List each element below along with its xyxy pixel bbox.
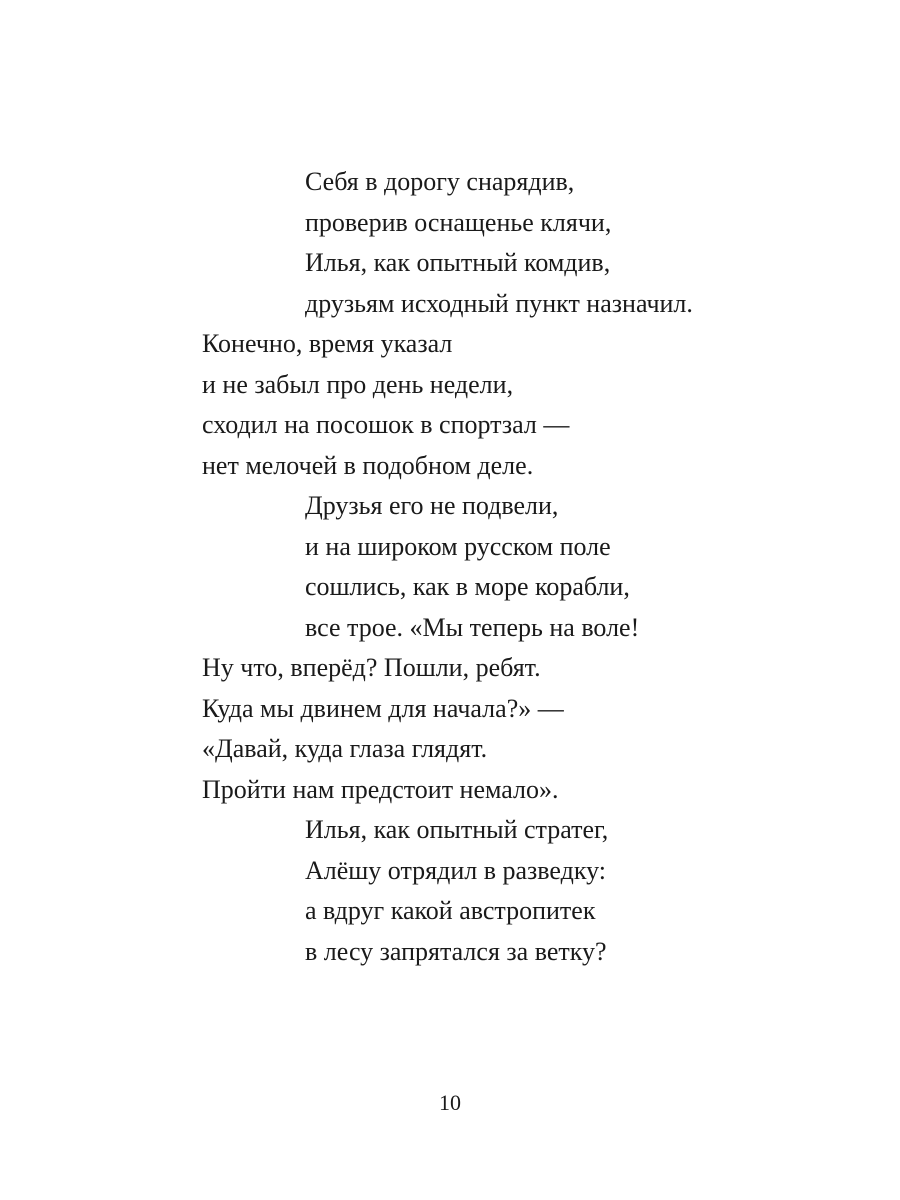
stanza-4 [202,648,842,810]
poem-line: Себя в дорогу снарядив, [305,167,575,196]
poem-line: Илья, как опытный комдив, [305,248,611,277]
poem [202,162,842,972]
poem-line: проверив оснащенье клячи, [305,207,612,237]
stanza-5 [202,810,842,972]
stanza-3 [202,486,842,648]
poem-line: все трое. «Мы теперь на воле! [305,612,640,642]
poem-line: Илья, как опытный стратег, [305,815,609,844]
poem-line: друзьям исходный пункт назначил. [305,288,693,318]
poem-line: а вдруг какой австропитек [305,896,596,925]
poem-line: Пройти нам предстоит немало». [202,774,559,804]
page-number: 10 [439,1090,461,1115]
poem-line: и на широком русском поле [305,531,611,561]
poem-line: сходил на посошок в спортзал — [202,410,570,439]
poem-line: Куда мы двинем для начала?» — [202,693,564,723]
poem-line: Ну что, вперёд? Пошли, ребят. [202,653,541,682]
poem-line: в лесу запрятался за ветку? [305,936,607,966]
poem-line: Конечно, время указал [202,329,453,358]
poem-line: нет мелочей в подобном деле. [202,450,534,480]
poem-line: «Давай, куда глаза глядят. [202,734,488,763]
stanza-1 [202,162,842,324]
poem-line: Алёшу отрядил в разведку: [305,855,607,885]
poem-line: сошлись, как в море корабли, [305,572,630,601]
stanza-2 [202,324,842,486]
poem-line: Друзья его не подвели, [305,491,559,520]
poem-line: и не забыл про день недели, [202,369,514,399]
